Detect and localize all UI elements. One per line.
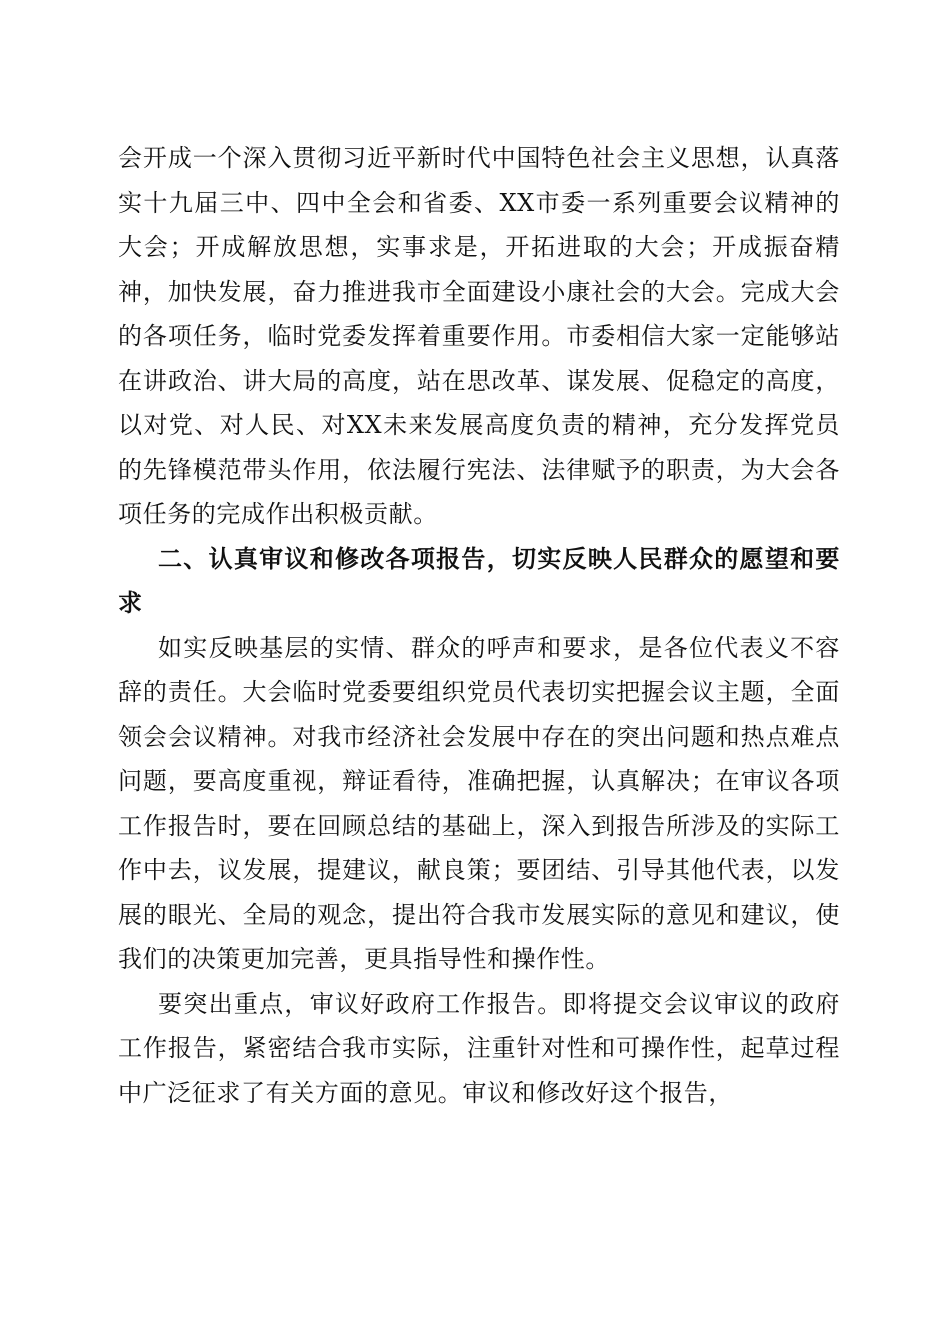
- body-paragraph-continuation: 会开成一个深入贯彻习近平新时代中国特色社会主义思想，认真落实十九届三中、四中全会和省委、XX市委一系列重要会议精神的大会；开成解放思想，实事求是，开拓进取的大会；开成振奋精神，加快发展，奋力推进我市全面建设小康社会的大会。完成大会的各项任务，临时党委发挥着重要作用。市委相信大家一定能够站在讲政治、讲大局的高度，站在思改革、谋发展、促稳定的高度，以对党、对人民、对XX未来发展高度负责的精神，充分发挥党员的先锋模范带头作用，依法履行宪法、法律赋予的职责，为大会各项任务的完成作出积极贡献。: [118, 144, 840, 528]
- document-page: [118, 136, 840, 1115]
- section-heading-2: 二、认真审议和修改各项报告，切实反映人民群众的愿望和要求: [118, 544, 840, 617]
- body-paragraph-government-report: 要突出重点，审议好政府工作报告。即将提交会议审议的政府工作报告，紧密结合我市实际，注重针对性和可操作性，起草过程中广泛征求了有关方面的意见。审议和修改好这个报告，: [118, 989, 840, 1107]
- body-paragraph-reflect-grassroots: 如实反映基层的实情、群众的呼声和要求，是各位代表义不容辞的责任。大会临时党委要组织党员代表切实把握会议主题，全面领会会议精神。对我市经济社会发展中存在的突出问题和热点难点问题，要高度重视，辩证看待，准确把握，认真解决；在审议各项工作报告时，要在回顾总结的基础上，深入到报告所涉及的实际工作中去，议发展，提建议，献良策；要团结、引导其他代表，以发展的眼光、全局的观念，提出符合我市发展实际的意见和建议，使我们的决策更加完善，更具指导性和操作性。: [118, 633, 840, 973]
